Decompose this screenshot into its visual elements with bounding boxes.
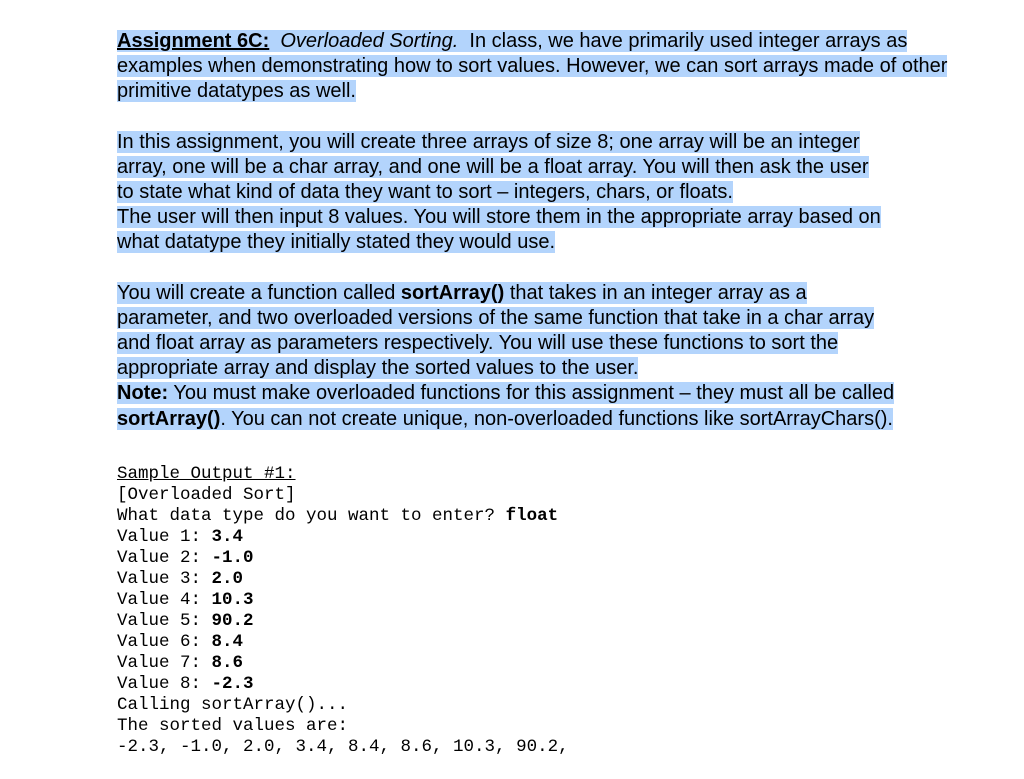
- value-line: [117, 548, 569, 569]
- note-line-2: . You can not create unique, non-overloaded functions like sortArrayChars().: [220, 407, 893, 430]
- value-input: 10.3: [211, 590, 254, 610]
- note-label: Note:: [117, 382, 169, 405]
- assignment-text: [117, 29, 997, 432]
- value-label: Value 3:: [117, 569, 212, 589]
- value-input: 3.4: [211, 527, 244, 547]
- sample-output: [117, 464, 569, 758]
- calling-line: Calling sortArray()...: [117, 695, 349, 715]
- value-line: [117, 527, 569, 548]
- value-label: Value 5:: [117, 611, 212, 631]
- function-line-1-rest: that takes in an integer array as a: [509, 281, 807, 304]
- instructions-line-2: array, one will be a char array, and one will be a float array. You will then ask the user: [117, 155, 869, 178]
- value-input: -1.0: [211, 548, 254, 568]
- value-label: Value 2:: [117, 548, 212, 568]
- prompt-line: [117, 506, 569, 527]
- instructions-paragraph: [117, 130, 997, 256]
- input-line-2: what datatype they initially stated they would use.: [117, 231, 556, 254]
- intro-text: In class, we have primarily used integer arrays as examples when demonstrating how to sort values. However, we can sort arrays made of other primitive datatypes as well.: [117, 30, 948, 103]
- result-label: The sorted values are:: [117, 716, 349, 736]
- function-line-3: and float array as parameters respectively. You will use these functions to sort the: [117, 332, 839, 355]
- instructions-line-3: to state what kind of data they want to sort – integers, chars, or floats.: [117, 181, 733, 204]
- value-label: Value 4:: [117, 590, 212, 610]
- sample-heading: Sample Output #1:: [117, 464, 296, 484]
- value-input: -2.3: [211, 674, 254, 694]
- function-lead: You will create a function called: [117, 281, 396, 304]
- result-values: -2.3, -1.0, 2.0, 3.4, 8.4, 8.6, 10.3, 90.2,: [117, 737, 569, 757]
- value-input: 90.2: [211, 611, 254, 631]
- value-label: Value 8:: [117, 674, 212, 694]
- function-line-4: appropriate array and display the sorted values to the user.: [117, 357, 639, 380]
- value-line: [117, 569, 569, 590]
- assignment-title: Overloaded Sorting.: [280, 30, 459, 52]
- assignment-heading: Assignment 6C:: [117, 30, 270, 52]
- value-line: [117, 611, 569, 632]
- value-line: [117, 590, 569, 611]
- value-input: 8.6: [211, 653, 244, 673]
- input-line-1: The user will then input 8 values. You will store them in the appropriate array based on: [117, 206, 881, 229]
- value-line: [117, 674, 569, 695]
- function-name: sortArray(): [400, 281, 505, 304]
- value-input: 8.4: [211, 632, 244, 652]
- value-line: [117, 632, 569, 653]
- value-label: Value 6:: [117, 632, 212, 652]
- function-line-2: parameter, and two overloaded versions of the same function that take in a char array: [117, 306, 875, 329]
- value-line: [117, 653, 569, 674]
- intro-paragraph: [117, 29, 997, 105]
- value-label: Value 1:: [117, 527, 212, 547]
- prompt-text: What data type do you want to enter?: [117, 506, 506, 526]
- value-label: Value 7:: [117, 653, 212, 673]
- function-paragraph: [117, 281, 997, 432]
- program-title: [Overloaded Sort]: [117, 485, 296, 505]
- note-line-1: You must make overloaded functions for this assignment – they must all be called: [173, 382, 895, 405]
- note-function-name: sortArray(): [117, 407, 221, 430]
- value-input: 2.0: [211, 569, 244, 589]
- prompt-answer: float: [505, 506, 559, 526]
- instructions-line-1: In this assignment, you will create three arrays of size 8; one array will be an integer: [117, 130, 860, 153]
